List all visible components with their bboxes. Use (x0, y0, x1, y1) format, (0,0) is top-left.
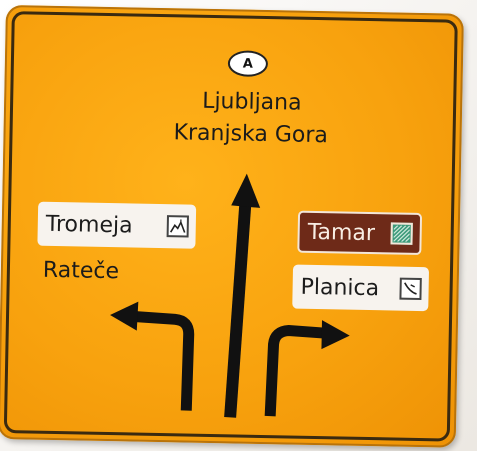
panel-planica-label: Planica (300, 274, 380, 301)
panel-tromeja-label: Tromeja (45, 211, 133, 238)
arrow-straight (227, 173, 261, 418)
direction-sign (0, 5, 464, 448)
destination-ljubljana: Ljubljana (201, 88, 302, 116)
panel-tamar-label: Tamar (307, 219, 376, 246)
destination-ratece: Rateče (42, 257, 120, 285)
route-badge-label: A (242, 56, 254, 72)
destination-kranjska-gora: Kranjska Gora (173, 120, 329, 149)
direction-arrows (0, 5, 464, 448)
arrow-right (270, 319, 350, 417)
arrow-left (108, 301, 189, 410)
